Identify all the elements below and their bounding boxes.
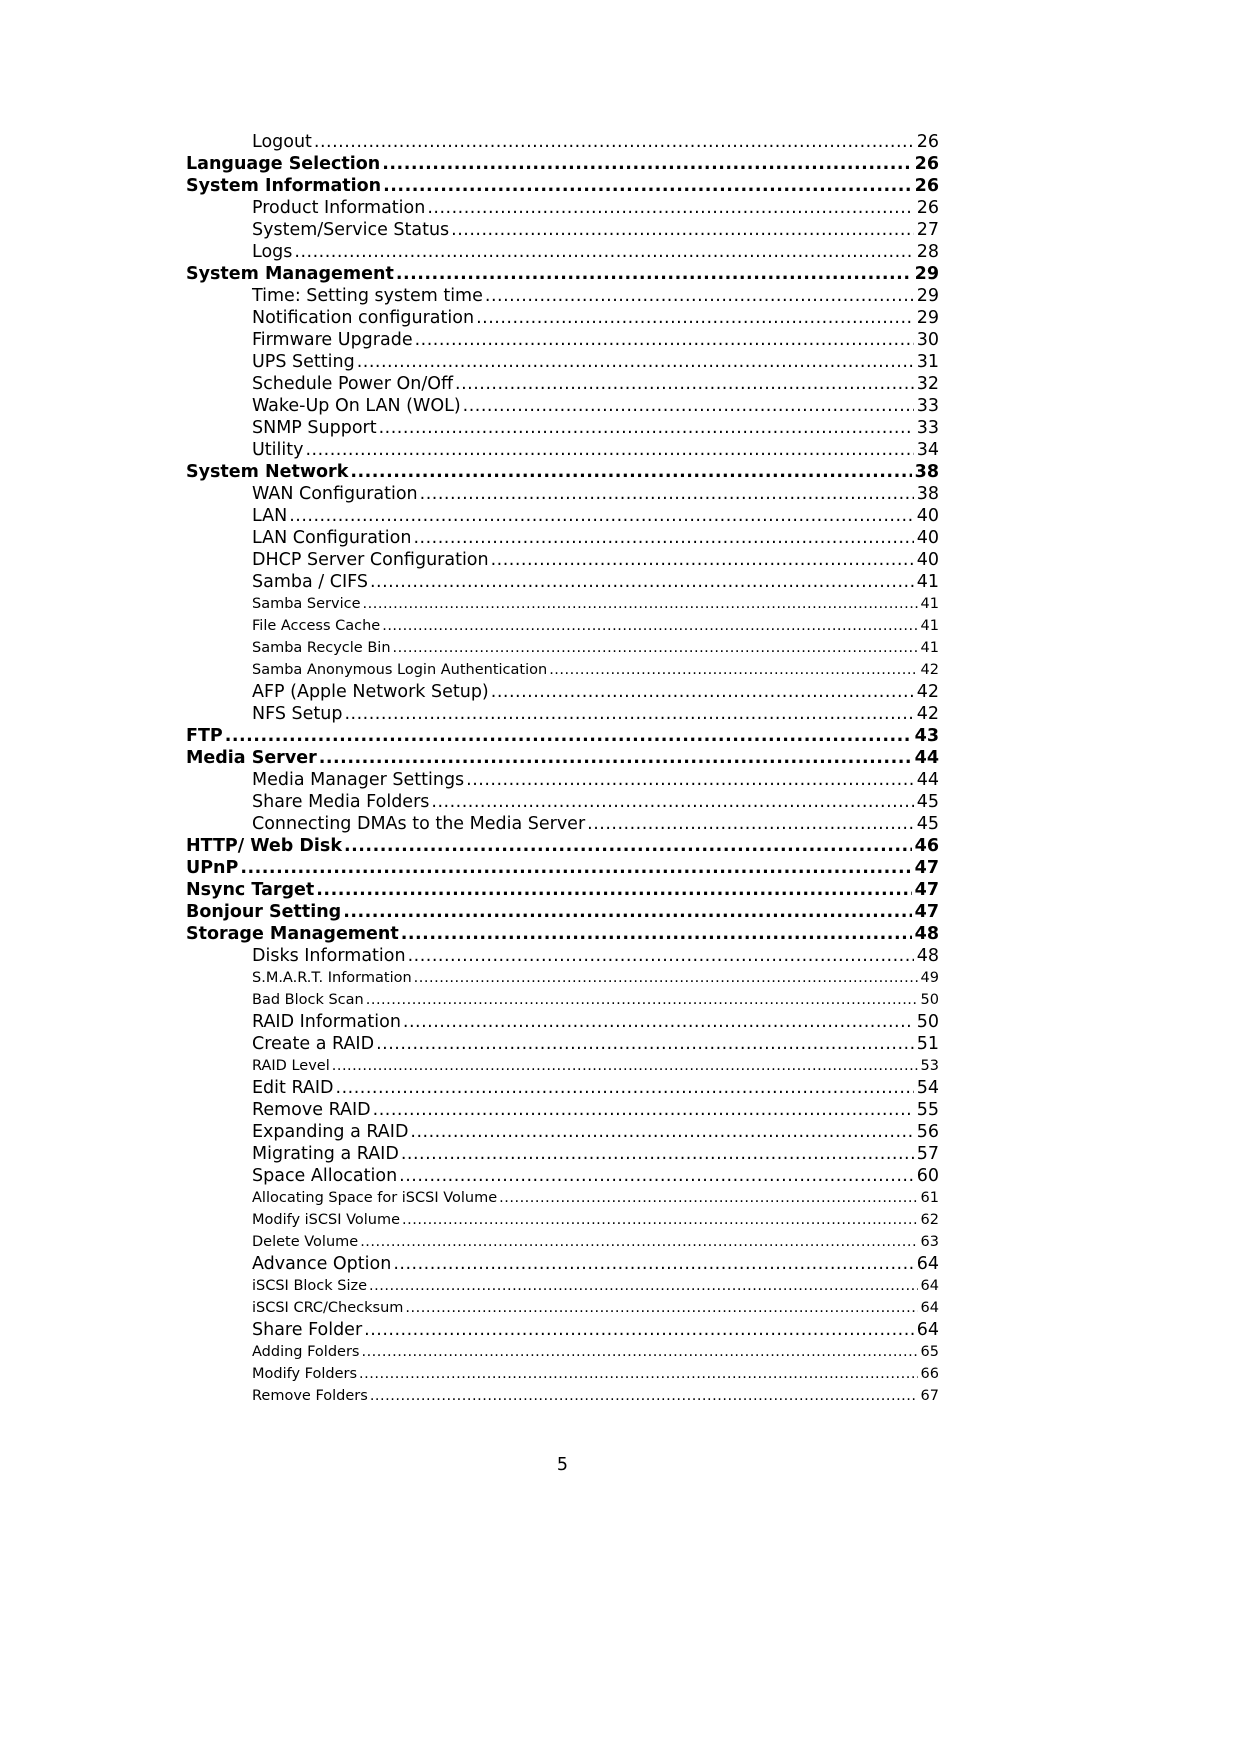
dot-leader	[358, 1231, 917, 1253]
toc-entry-label: Schedule Power On/Off	[252, 374, 454, 394]
dot-leader	[334, 1077, 914, 1099]
toc-entry	[186, 1209, 939, 1231]
toc-entry-label: Samba / CIFS	[252, 572, 368, 592]
toc-entry-page: 50	[916, 1012, 939, 1032]
dot-leader	[359, 1341, 917, 1363]
toc-entry-page: 63	[920, 1234, 939, 1250]
dot-leader	[287, 505, 914, 527]
toc-entry-page: 29	[916, 308, 939, 328]
toc-entry-label: AFP (Apple Network Setup)	[252, 682, 489, 702]
toc-entry-label: SNMP Support	[252, 418, 377, 438]
toc-entry	[186, 791, 939, 813]
toc-entry-page: 64	[920, 1278, 939, 1294]
dot-leader	[380, 615, 917, 637]
dot-leader	[367, 1275, 918, 1297]
toc-entry	[186, 241, 939, 263]
toc-entry-page: 64	[916, 1254, 939, 1274]
toc-entry-page: 51	[916, 1034, 939, 1054]
toc-entry-label: iSCSI Block Size	[252, 1278, 368, 1294]
toc-entry-page: 56	[916, 1122, 939, 1142]
toc-entry	[186, 1231, 939, 1253]
toc-entry-page: 42	[916, 682, 939, 702]
toc-entry-page: 29	[914, 264, 939, 284]
toc-entry-page: 42	[920, 662, 939, 678]
toc-entry-page: 33	[916, 418, 939, 438]
dot-leader	[461, 395, 914, 417]
toc-entry-label: Samba Anonymous Login Authentication	[252, 662, 548, 678]
toc-entry	[186, 153, 939, 175]
dot-leader	[303, 439, 913, 461]
toc-entry-page: 31	[916, 352, 939, 372]
toc-entry-label: Bad Block Scan	[252, 992, 364, 1008]
dot-leader	[238, 857, 911, 879]
toc-entry-page: 26	[914, 154, 939, 174]
dot-leader	[412, 967, 918, 989]
toc-entry-page: 45	[916, 814, 939, 834]
toc-entry-page: 40	[916, 550, 939, 570]
toc-entry-page: 65	[920, 1344, 939, 1360]
toc-entry-label: Notification configuration	[252, 308, 475, 328]
toc-entry	[186, 1143, 939, 1165]
toc-entry	[186, 1253, 939, 1275]
toc-entry	[186, 351, 939, 373]
dot-leader	[368, 571, 914, 593]
toc-entry	[186, 637, 939, 659]
dot-leader	[342, 703, 913, 725]
dot-leader	[547, 659, 917, 681]
dot-leader	[391, 637, 918, 659]
toc-entry	[186, 901, 939, 923]
toc-entry-label: Edit RAID	[252, 1078, 334, 1098]
toc-entry	[186, 175, 939, 197]
dot-leader	[474, 307, 914, 329]
toc-entry	[186, 725, 939, 747]
toc-entry	[186, 593, 939, 615]
toc-entry	[186, 703, 939, 725]
toc-entry-label: DHCP Server Configuration	[252, 550, 489, 570]
toc-entry-label: System/Service Status	[252, 220, 450, 240]
toc-entry-label: Logout	[252, 132, 312, 152]
toc-entry-label: Remove RAID	[252, 1100, 371, 1120]
toc-entry-label: Create a RAID	[252, 1034, 375, 1054]
dot-leader	[400, 1209, 918, 1231]
toc-entry-label: File Access Cache	[252, 618, 381, 634]
toc-entry-page: 33	[916, 396, 939, 416]
toc-entry-label: Share Folder	[252, 1320, 363, 1340]
toc-entry-label: HTTP/ Web Disk	[186, 836, 342, 856]
toc-entry-page: 26	[916, 132, 939, 152]
toc-entry-label: RAID Information	[252, 1012, 401, 1032]
toc-entry-page: 42	[916, 704, 939, 724]
toc-entry	[186, 1033, 939, 1055]
toc-entry-label: Wake-Up On LAN (WOL)	[252, 396, 461, 416]
dot-leader	[413, 329, 914, 351]
toc-entry	[186, 681, 939, 703]
dot-leader	[368, 1385, 918, 1407]
toc-entry-label: LAN	[252, 506, 288, 526]
toc-entry-label: Disks Information	[252, 946, 406, 966]
table-of-contents	[186, 131, 939, 1407]
toc-entry-page: 32	[916, 374, 939, 394]
toc-entry-page: 57	[916, 1144, 939, 1164]
toc-entry	[186, 1363, 939, 1385]
toc-entry-page: 47	[914, 858, 939, 878]
toc-entry	[186, 1121, 939, 1143]
toc-entry	[186, 461, 939, 483]
page-number: 5	[556, 1455, 569, 1475]
dot-leader	[223, 725, 912, 747]
toc-entry-page: 47	[914, 880, 939, 900]
toc-entry	[186, 571, 939, 593]
toc-entry-page: 30	[916, 330, 939, 350]
toc-entry	[186, 285, 939, 307]
toc-entry-label: Advance Option	[252, 1254, 392, 1274]
toc-entry-label: Modify Folders	[252, 1366, 358, 1382]
toc-entry	[186, 923, 939, 945]
dot-leader	[342, 835, 912, 857]
toc-entry	[186, 1275, 939, 1297]
dot-leader	[364, 989, 918, 1011]
toc-entry-label: Utility	[252, 440, 304, 460]
toc-entry	[186, 1165, 939, 1187]
toc-entry-page: 55	[916, 1100, 939, 1120]
dot-leader	[403, 1297, 917, 1319]
dot-leader	[585, 813, 914, 835]
toc-entry-label: UPnP	[186, 858, 239, 878]
toc-entry-label: Nsync Target	[186, 880, 315, 900]
toc-entry	[186, 615, 939, 637]
dot-leader	[453, 373, 914, 395]
toc-entry	[186, 527, 939, 549]
toc-entry	[186, 219, 939, 241]
toc-entry-label: Expanding a RAID	[252, 1122, 409, 1142]
toc-entry-label: Firmware Upgrade	[252, 330, 413, 350]
toc-entry-page: 60	[916, 1166, 939, 1186]
toc-entry-label: Samba Recycle Bin	[252, 640, 391, 656]
toc-entry-label: WAN Configuration	[252, 484, 418, 504]
toc-entry-page: 41	[920, 640, 939, 656]
toc-entry-page: 44	[914, 748, 939, 768]
toc-entry	[186, 417, 939, 439]
toc-entry-page: 62	[920, 1212, 939, 1228]
toc-entry-label: Connecting DMAs to the Media Server	[252, 814, 586, 834]
toc-entry-label: System Network	[186, 462, 349, 482]
dot-leader	[425, 197, 913, 219]
toc-entry	[186, 197, 939, 219]
dot-leader	[371, 1099, 914, 1121]
dot-leader	[348, 461, 911, 483]
dot-leader	[429, 791, 913, 813]
dot-leader	[399, 923, 912, 945]
toc-entry	[186, 1341, 939, 1363]
toc-entry-page: 28	[916, 242, 939, 262]
toc-entry-label: Time: Setting system time	[252, 286, 483, 306]
toc-entry	[186, 967, 939, 989]
toc-entry-page: 66	[920, 1366, 939, 1382]
toc-entry-page: 41	[920, 618, 939, 634]
toc-entry-label: System Management	[186, 264, 394, 284]
toc-entry-page: 44	[916, 770, 939, 790]
toc-entry-label: Allocating Space for iSCSI Volume	[252, 1190, 498, 1206]
toc-entry-page: 47	[914, 902, 939, 922]
toc-entry-page: 54	[916, 1078, 939, 1098]
toc-entry-page: 41	[916, 572, 939, 592]
toc-entry-label: RAID Level	[252, 1058, 330, 1074]
toc-entry-page: 53	[920, 1058, 939, 1074]
toc-entry	[186, 373, 939, 395]
toc-entry-label: Modify iSCSI Volume	[252, 1212, 401, 1228]
dot-leader	[397, 1165, 914, 1187]
toc-entry-label: iSCSI CRC/Checksum	[252, 1300, 404, 1316]
toc-entry	[186, 1055, 939, 1077]
dot-leader	[406, 945, 914, 967]
toc-entry	[186, 835, 939, 857]
toc-entry-label: Logs	[252, 242, 293, 262]
toc-entry	[186, 1297, 939, 1319]
toc-entry-page: 40	[916, 528, 939, 548]
toc-entry-label: S.M.A.R.T. Information	[252, 970, 412, 986]
toc-entry-page: 48	[916, 946, 939, 966]
toc-entry	[186, 131, 939, 153]
toc-entry-page: 48	[914, 924, 939, 944]
toc-entry-page: 61	[920, 1190, 939, 1206]
dot-leader	[317, 747, 912, 769]
toc-entry-page: 64	[920, 1300, 939, 1316]
toc-entry-page: 67	[920, 1388, 939, 1404]
dot-leader	[312, 131, 914, 153]
dot-leader	[418, 483, 914, 505]
toc-entry-page: 40	[916, 506, 939, 526]
dot-leader	[341, 901, 911, 923]
toc-entry-page: 38	[916, 484, 939, 504]
toc-entry	[186, 747, 939, 769]
dot-leader	[314, 879, 911, 901]
dot-leader	[374, 1033, 914, 1055]
dot-leader	[381, 175, 912, 197]
dot-leader	[361, 593, 918, 615]
toc-entry-label: UPS Setting	[252, 352, 355, 372]
toc-entry-label: Language Selection	[186, 154, 381, 174]
toc-entry-page: 26	[914, 176, 939, 196]
toc-entry-page: 45	[916, 792, 939, 812]
toc-entry-page: 43	[914, 726, 939, 746]
toc-entry-page: 46	[914, 836, 939, 856]
dot-leader	[449, 219, 914, 241]
toc-entry	[186, 263, 939, 285]
toc-entry-label: FTP	[186, 726, 223, 746]
toc-entry-label: Migrating a RAID	[252, 1144, 399, 1164]
toc-entry	[186, 505, 939, 527]
toc-entry-label: Share Media Folders	[252, 792, 430, 812]
dot-leader	[411, 527, 913, 549]
toc-entry	[186, 879, 939, 901]
dot-leader	[401, 1011, 914, 1033]
toc-entry-page: 41	[920, 596, 939, 612]
toc-entry	[186, 659, 939, 681]
toc-entry	[186, 395, 939, 417]
dot-leader	[357, 1363, 918, 1385]
toc-entry	[186, 439, 939, 461]
toc-entry-page: 26	[916, 198, 939, 218]
toc-entry-label: Bonjour Setting	[186, 902, 342, 922]
dot-leader	[464, 769, 914, 791]
toc-entry	[186, 307, 939, 329]
dot-leader	[362, 1319, 914, 1341]
toc-entry	[186, 1187, 939, 1209]
dot-leader	[355, 351, 914, 373]
toc-entry-label: Media Server	[186, 748, 317, 768]
toc-entry	[186, 769, 939, 791]
toc-entry-page: 38	[914, 462, 939, 482]
dot-leader	[391, 1253, 913, 1275]
toc-entry-label: Samba Service	[252, 596, 361, 612]
toc-entry-label: NFS Setup	[252, 704, 343, 724]
toc-entry-label: Space Allocation	[252, 1166, 398, 1186]
toc-entry-page: 29	[916, 286, 939, 306]
toc-entry	[186, 329, 939, 351]
toc-entry-page: 27	[916, 220, 939, 240]
toc-entry-label: Storage Management	[186, 924, 399, 944]
toc-entry-page: 64	[916, 1320, 939, 1340]
dot-leader	[489, 549, 914, 571]
toc-entry	[186, 1099, 939, 1121]
toc-entry	[186, 483, 939, 505]
toc-entry	[186, 813, 939, 835]
toc-entry	[186, 1319, 939, 1341]
toc-entry	[186, 549, 939, 571]
toc-entry	[186, 1385, 939, 1407]
dot-leader	[394, 263, 912, 285]
toc-entry	[186, 1011, 939, 1033]
dot-leader	[330, 1055, 918, 1077]
toc-entry	[186, 945, 939, 967]
toc-entry-label: Delete Volume	[252, 1234, 359, 1250]
dot-leader	[483, 285, 914, 307]
toc-entry-label: Adding Folders	[252, 1344, 360, 1360]
dot-leader	[377, 417, 914, 439]
toc-entry-label: Media Manager Settings	[252, 770, 465, 790]
toc-entry-label: Product Information	[252, 198, 426, 218]
dot-leader	[408, 1121, 913, 1143]
dot-leader	[489, 681, 914, 703]
dot-leader	[399, 1143, 914, 1165]
toc-entry-label: LAN Configuration	[252, 528, 412, 548]
toc-entry	[186, 857, 939, 879]
toc-entry-label: Remove Folders	[252, 1388, 368, 1404]
toc-entry	[186, 1077, 939, 1099]
toc-entry-label: System Information	[186, 176, 382, 196]
toc-entry-page: 34	[916, 440, 939, 460]
dot-leader	[292, 241, 913, 263]
toc-entry-page: 49	[920, 970, 939, 986]
toc-entry-page: 50	[920, 992, 939, 1008]
dot-leader	[380, 153, 911, 175]
toc-entry	[186, 989, 939, 1011]
dot-leader	[497, 1187, 917, 1209]
